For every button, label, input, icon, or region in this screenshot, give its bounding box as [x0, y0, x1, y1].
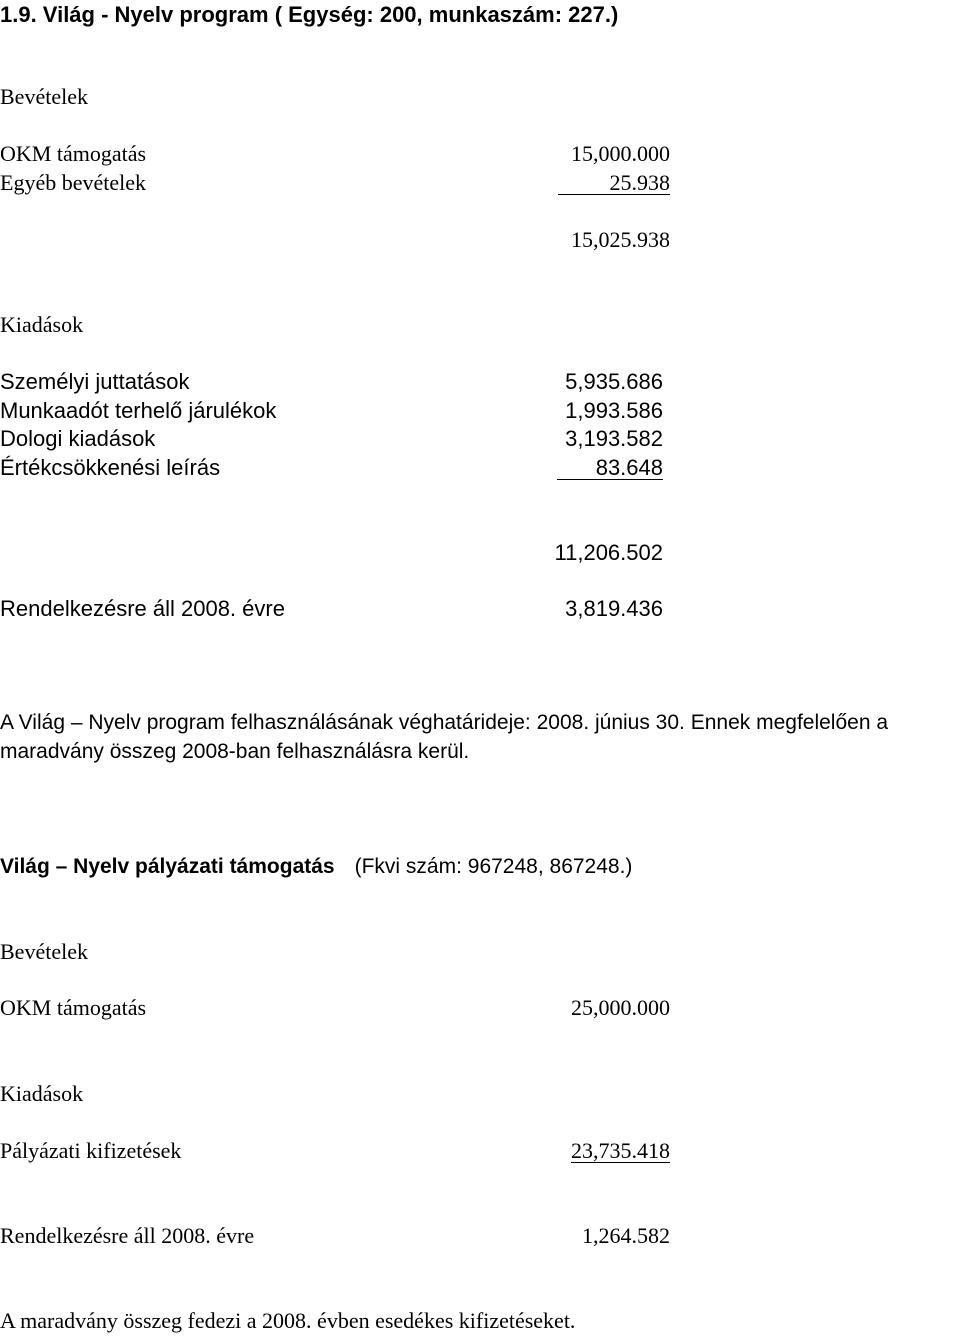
revenue-item-label: OKM támogatás [0, 995, 147, 1020]
expense-item-value: 23,735.418 [571, 1138, 670, 1163]
expense-item-value: 1,993.586 [565, 398, 663, 423]
expense-item-label: Személyi juttatások [0, 369, 190, 394]
revenue-heading: Bevételek [0, 84, 88, 109]
expense-item-value: 3,193.582 [565, 426, 663, 451]
expense-item-label: Értékcsökkenési leírás [0, 455, 221, 480]
expense-total: 11,206.502 [554, 540, 663, 565]
expense-item-label: Dologi kiadások [0, 426, 156, 451]
expense-item-value: 83.648 [557, 457, 663, 480]
available-value: 3,819.436 [565, 596, 663, 621]
note-line: A Világ – Nyelv program felhasználásának véghatárideje: 2008. június 30. Ennek megfelelően a [0, 711, 889, 734]
section-2-title-bold: Világ – Nyelv pályázati támogatás [0, 855, 335, 878]
expense-heading: Kiadások [0, 312, 84, 337]
note-line: maradvány összeg 2008-ban felhasználásra kerül. [0, 740, 470, 763]
expense-item-label: Munkaadót terhelő járulékok [0, 398, 277, 423]
revenue-item-value: 25,000.000 [571, 995, 670, 1020]
available-label: Rendelkezésre áll 2008. évre [0, 596, 285, 621]
revenue-item-value: 15,000.000 [571, 141, 670, 166]
revenue-item-label: Egyéb bevételek [0, 170, 146, 195]
available-value: 1,264.582 [582, 1223, 670, 1248]
section-2-title [0, 856, 632, 877]
revenue-item-label: OKM támogatás [0, 141, 147, 166]
revenue-item-value: 25.938 [558, 172, 670, 195]
revenue-total: 15,025.938 [571, 227, 670, 252]
available-label: Rendelkezésre áll 2008. évre [0, 1223, 255, 1248]
expense-item-value: 5,935.686 [565, 369, 663, 394]
expense-item-label: Pályázati kifizetések [0, 1138, 182, 1163]
section-heading: 1.9. Világ - Nyelv program ( Egység: 200, munkaszám: 227.) [0, 2, 619, 27]
section-2-title-rest: (Fkvi szám: 967248, 867248.) [354, 855, 633, 878]
revenue-heading: Bevételek [0, 939, 88, 964]
closing-note: A maradvány összeg fedezi a 2008. évben esedékes kifizetéseket. [0, 1308, 576, 1333]
expense-heading: Kiadások [0, 1081, 84, 1106]
